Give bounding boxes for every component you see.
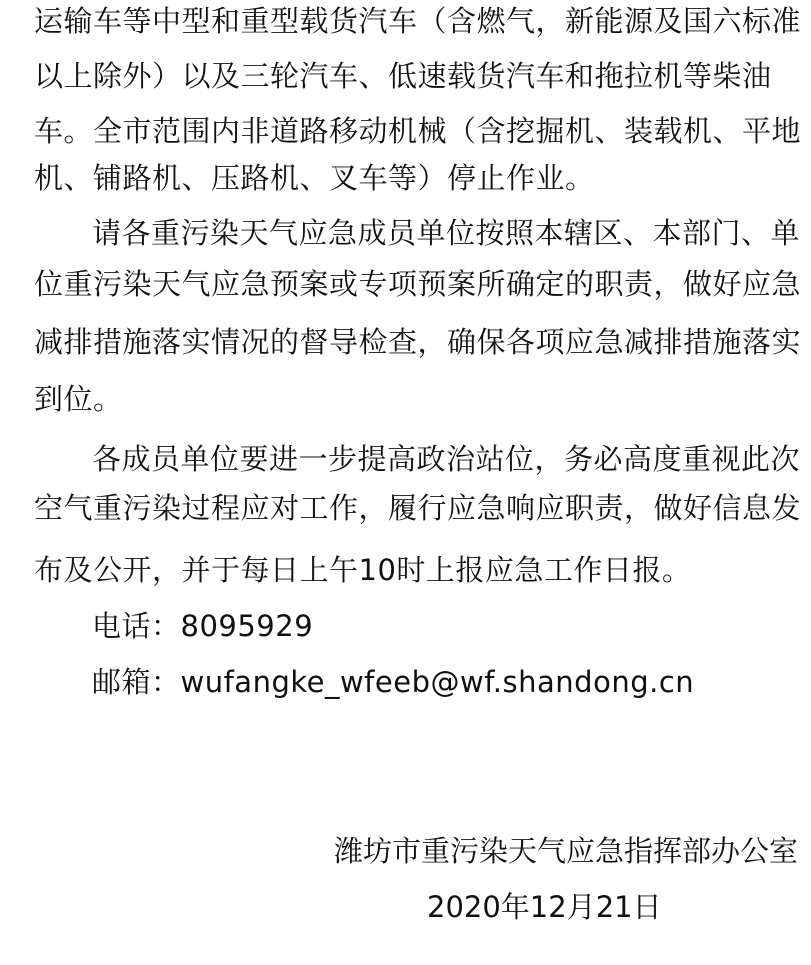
paragraph-2-line-2: 位重污染天气应急预案或专项预案所确定的职责，做好应急 — [34, 267, 802, 301]
paragraph-2-line-3: 减排措施落实情况的督导检查，确保各项应急减排措施落实 — [34, 325, 802, 359]
paragraph-1-line-4: 机、铺路机、压路机、叉车等）停止作业。 — [34, 161, 595, 195]
paragraph-1-line-1: 运输车等中型和重型载货汽车（含燃气，新能源及国六标准 — [34, 4, 802, 38]
contact-phone: 电话：8095929 — [92, 609, 314, 643]
issuer-name: 潍坊市重污染天气应急指挥部办公室 — [334, 834, 799, 868]
contact-email: 邮箱：wufangke_wfeeb@wf.shandong.cn — [92, 665, 695, 699]
paragraph-3-line-1: 各成员单位要进一步提高政治站位，务必高度重视此次 — [92, 442, 801, 476]
paragraph-1-line-3: 车。全市范围内非道路移动机械（含挖掘机、装载机、平地 — [34, 114, 802, 148]
paragraph-3-line-3: 布及公开，并于每日上午10时上报应急工作日报。 — [34, 553, 692, 587]
paragraph-2-line-1: 请各重污染天气应急成员单位按照本辖区、本部门、单 — [92, 216, 801, 250]
issue-date: 2020年12月21日 — [427, 890, 662, 924]
paragraph-3-line-2: 空气重污染过程应对工作，履行应急响应职责，做好信息发 — [34, 491, 802, 525]
paragraph-2-line-4: 到位。 — [34, 382, 123, 416]
paragraph-1-line-2: 以上除外）以及三轮汽车、低速载货汽车和拖拉机等柴油 — [34, 59, 772, 93]
